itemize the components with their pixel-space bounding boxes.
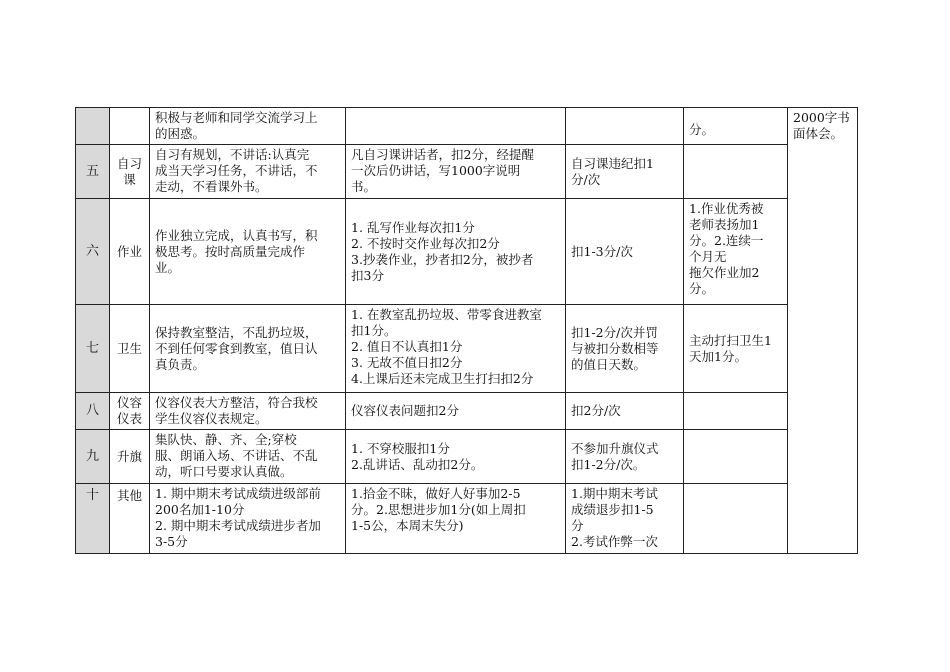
penalty-cell: 不参加升旗仪式 扣1-2分/次。 bbox=[566, 430, 684, 484]
row-number: 十 bbox=[76, 484, 110, 554]
rules-table bbox=[75, 107, 858, 554]
deduction-cell: 1. 在教室乱扔垃圾、带零食进教室 扣1分。 2. 值日不认真扣1分 3. 无故不值日扣2分 4.上课后还未完成卫生打扫扣2分 bbox=[346, 305, 566, 393]
category-cell: 作业 bbox=[110, 199, 150, 305]
row-number: 九 bbox=[76, 430, 110, 484]
table-row bbox=[76, 484, 858, 554]
row-number bbox=[76, 108, 110, 145]
penalty-cell: 1.期中期末考试 成绩退步扣1-5 分 2.考试作弊一次 bbox=[566, 484, 684, 554]
bonus-cell bbox=[684, 484, 788, 554]
table-row bbox=[76, 305, 858, 393]
category-cell: 仪容 仪表 bbox=[110, 393, 150, 430]
table-row bbox=[76, 108, 858, 145]
penalty-cell bbox=[566, 108, 684, 145]
requirement-cell: 作业独立完成，认真书写，积 极思考。按时高质量完成作 业。 bbox=[150, 199, 346, 305]
bonus-cell bbox=[684, 145, 788, 199]
deduction-cell: 1. 不穿校服扣1分 2.乱讲话、乱动扣2分。 bbox=[346, 430, 566, 484]
table-row bbox=[76, 199, 858, 305]
extra-note-cell: 2000字书 面体会。 bbox=[788, 108, 858, 554]
category-cell bbox=[110, 108, 150, 145]
bonus-cell: 分。 bbox=[684, 108, 788, 145]
deduction-cell bbox=[346, 108, 566, 145]
row-number: 五 bbox=[76, 145, 110, 199]
row-number: 七 bbox=[76, 305, 110, 393]
bonus-cell bbox=[684, 393, 788, 430]
requirement-cell: 保持教室整洁，不乱扔垃圾， 不到任何零食到教室，值日认 真负责。 bbox=[150, 305, 346, 393]
table-row bbox=[76, 430, 858, 484]
bonus-cell: 1.作业优秀被 老师表扬加1 分。2.连续一 个月无 拖欠作业加2 分。 bbox=[684, 199, 788, 305]
penalty-cell: 自习课违纪扣1 分/次 bbox=[566, 145, 684, 199]
deduction-cell: 1. 乱写作业每次扣1分 2. 不按时交作业每次扣2分 3.抄袭作业，抄者扣2分，被抄者 扣3分 bbox=[346, 199, 566, 305]
bonus-cell: 主动打扫卫生1 天加1分。 bbox=[684, 305, 788, 393]
requirement-cell: 仪容仪表大方整洁，符合我校 学生仪容仪表规定。 bbox=[150, 393, 346, 430]
penalty-cell: 扣2分/次 bbox=[566, 393, 684, 430]
table-row bbox=[76, 145, 858, 199]
deduction-cell: 1.拾金不昧，做好人好事加2-5 分。2.思想进步加1分(如上周扣 1-5公，本周末失分) bbox=[346, 484, 566, 554]
row-number: 八 bbox=[76, 393, 110, 430]
requirement-cell: 自习有规划，不讲话:认真完 成当天学习任务，不讲话，不 走动，不看课外书。 bbox=[150, 145, 346, 199]
category-cell: 升旗 bbox=[110, 430, 150, 484]
requirement-cell: 积极与老师和同学交流学习上 的困惑。 bbox=[150, 108, 346, 145]
deduction-cell: 凡自习课讲话者，扣2分，经提醒 一次后仍讲话，写1000字说明 书。 bbox=[346, 145, 566, 199]
bonus-cell bbox=[684, 430, 788, 484]
penalty-cell: 扣1-3分/次 bbox=[566, 199, 684, 305]
category-cell: 卫生 bbox=[110, 305, 150, 393]
category-cell: 自习 课 bbox=[110, 145, 150, 199]
deduction-cell: 仪容仪表问题扣2分 bbox=[346, 393, 566, 430]
penalty-cell: 扣1-2分/次并罚 与被扣分数相等 的值日天数。 bbox=[566, 305, 684, 393]
table-row bbox=[76, 393, 858, 430]
row-number: 六 bbox=[76, 199, 110, 305]
requirement-cell: 集队快、静、齐、全;穿校 服、朗诵入场、不讲话、不乱 动，听口号要求认真做。 bbox=[150, 430, 346, 484]
category-cell: 其他 bbox=[110, 484, 150, 554]
requirement-cell: 1. 期中期末考试成绩进级部前 200名加1-10分 2. 期中期末考试成绩进步者加 3-5分 bbox=[150, 484, 346, 554]
